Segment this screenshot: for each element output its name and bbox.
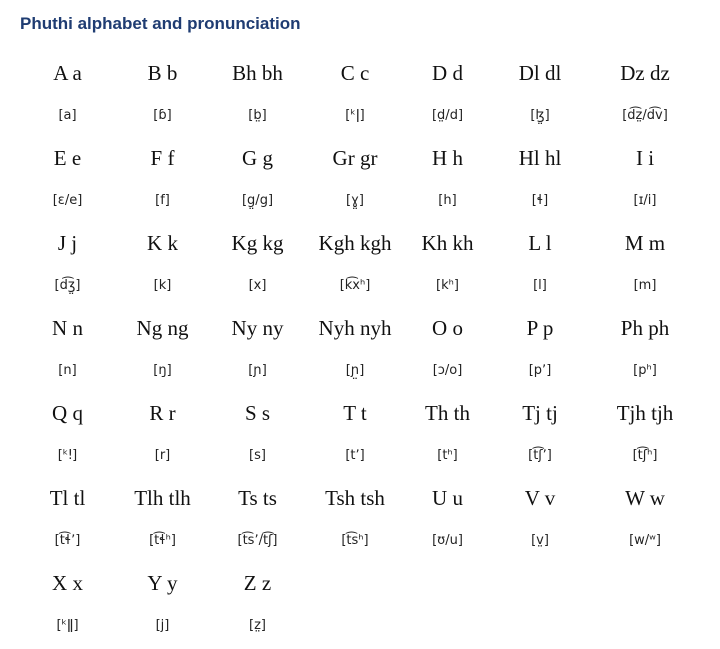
ipa-cell: [j] [155, 618, 170, 633]
letter-cell: T t [343, 400, 367, 425]
ipa-cell: [g̤/g] [241, 193, 274, 208]
ipa-cell: [h] [438, 193, 457, 208]
letter-cell: Ph ph [620, 315, 670, 340]
ipa-cell: [m] [633, 278, 657, 293]
letter-cell: H h [432, 145, 463, 170]
ipa-cell: [a] [58, 108, 77, 123]
letter-cell: Hl hl [518, 145, 562, 170]
letter-cell: Dl dl [518, 60, 562, 85]
ipa-cell: [ᵏǃ] [57, 448, 78, 463]
ipa-cell: [t͡ɬʰ] [149, 533, 176, 548]
letter-row [20, 137, 700, 179]
letter-row [20, 562, 700, 604]
ipa-cell: [tʰ] [437, 448, 458, 463]
ipa-cell: [ŋ] [153, 363, 172, 378]
letter-cell: D d [432, 60, 463, 85]
letter-cell: Dz dz [620, 60, 670, 85]
ipa-cell: [k] [153, 278, 172, 293]
letter-row [20, 222, 700, 264]
letter-cell: Tjh tjh [616, 400, 674, 425]
letter-cell: Kh kh [421, 230, 474, 255]
ipa-cell: [ɣ̤] [346, 193, 364, 208]
ipa-cell: [ʊ/u] [432, 533, 463, 548]
letter-cell: F f [150, 145, 175, 170]
ipa-cell: [ɛ/e] [52, 193, 83, 208]
letter-cell: Ny ny [231, 315, 284, 340]
alphabet-grid [20, 52, 700, 647]
ipa-cell: [r] [154, 448, 171, 463]
ipa-cell: [b̤] [248, 108, 267, 123]
ipa-cell: [t͡ʃʰ] [632, 448, 658, 463]
letter-row [20, 307, 700, 349]
ipa-cell: [tʼ] [345, 448, 365, 463]
letter-cell: U u [432, 485, 463, 510]
ipa-row [20, 434, 700, 477]
ipa-row [20, 94, 700, 137]
ipa-row [20, 349, 700, 392]
letter-cell: S s [244, 400, 271, 425]
letter-cell: I i [635, 145, 655, 170]
ipa-cell: [f] [155, 193, 170, 208]
ipa-cell: [ᵏǁ] [56, 618, 79, 633]
letter-cell: V v [524, 485, 556, 510]
letter-cell: M m [624, 230, 666, 255]
ipa-cell: [pʰ] [633, 363, 657, 378]
ipa-cell: [ᵏǀ] [345, 108, 365, 123]
letter-cell: Nyh nyh [318, 315, 392, 340]
ipa-cell: [t͡sʼ/t͡ʃ] [237, 533, 278, 548]
letter-cell: Th th [425, 400, 470, 425]
letter-cell: Ts ts [238, 485, 277, 510]
letter-cell: Kg kg [231, 230, 284, 255]
ipa-cell: [t͡sʰ] [341, 533, 369, 548]
ipa-cell: [ɮ̤] [530, 108, 550, 123]
ipa-cell: [ɬ] [531, 193, 549, 208]
letter-cell: A a [53, 60, 82, 85]
letter-cell: P p [526, 315, 554, 340]
letter-cell: Z z [243, 570, 272, 595]
letter-cell: E e [53, 145, 82, 170]
ipa-cell: [d̤/d] [431, 108, 464, 123]
letter-cell: L l [528, 230, 552, 255]
letter-cell: Tsh tsh [325, 485, 385, 510]
letter-cell: C c [340, 60, 370, 85]
letter-cell: Kgh kgh [318, 230, 392, 255]
letter-cell: Tj tj [522, 400, 558, 425]
ipa-cell: [t͡ɬʼ] [54, 533, 81, 548]
letter-cell: Y y [147, 570, 178, 595]
page-title: Phuthi alphabet and pronunciation [20, 14, 301, 33]
letter-cell: Tl tl [49, 485, 86, 510]
letter-cell: Gr gr [332, 145, 378, 170]
ipa-cell: [l] [533, 278, 547, 293]
ipa-cell: [kʰ] [436, 278, 459, 293]
ipa-cell: [ɲ] [248, 363, 267, 378]
letter-cell: G g [242, 145, 273, 170]
letter-row [20, 392, 700, 434]
ipa-cell: [ɪ/i] [633, 193, 657, 208]
letter-cell: X x [52, 570, 83, 595]
letter-row [20, 52, 700, 94]
ipa-row [20, 179, 700, 222]
ipa-row [20, 604, 700, 647]
letter-cell: O o [432, 315, 463, 340]
letter-cell: Bh bh [232, 60, 283, 85]
ipa-cell: [z̤] [249, 618, 266, 633]
letter-cell: J j [57, 230, 78, 255]
ipa-cell: [s] [249, 448, 266, 463]
letter-cell: Q q [52, 400, 83, 425]
letter-cell: N n [52, 315, 83, 340]
ipa-cell: [pʼ] [528, 363, 552, 378]
ipa-cell: [n] [58, 363, 77, 378]
letter-cell: Ng ng [136, 315, 189, 340]
ipa-cell: [d͡ʒ̤] [54, 278, 81, 293]
ipa-cell: [w/ʷ] [629, 533, 661, 548]
ipa-cell: [x] [248, 278, 267, 293]
letter-cell: B b [147, 60, 178, 85]
ipa-cell: [k͡xʰ] [339, 278, 371, 293]
ipa-row [20, 519, 700, 562]
ipa-cell: [ɔ/o] [432, 363, 463, 378]
ipa-cell: [ɲ̤] [345, 363, 365, 378]
letter-cell: K k [147, 230, 178, 255]
ipa-cell: [v̤] [531, 533, 549, 548]
ipa-cell: [t͡ʃʼ] [528, 448, 552, 463]
letter-cell: Tlh tlh [134, 485, 191, 510]
ipa-row [20, 264, 700, 307]
letter-cell: R r [149, 400, 176, 425]
letter-cell: W w [625, 485, 665, 510]
ipa-cell: [d͡z̤/d͡v] [622, 108, 668, 123]
letter-row [20, 477, 700, 519]
ipa-cell: [ɓ] [153, 108, 172, 123]
